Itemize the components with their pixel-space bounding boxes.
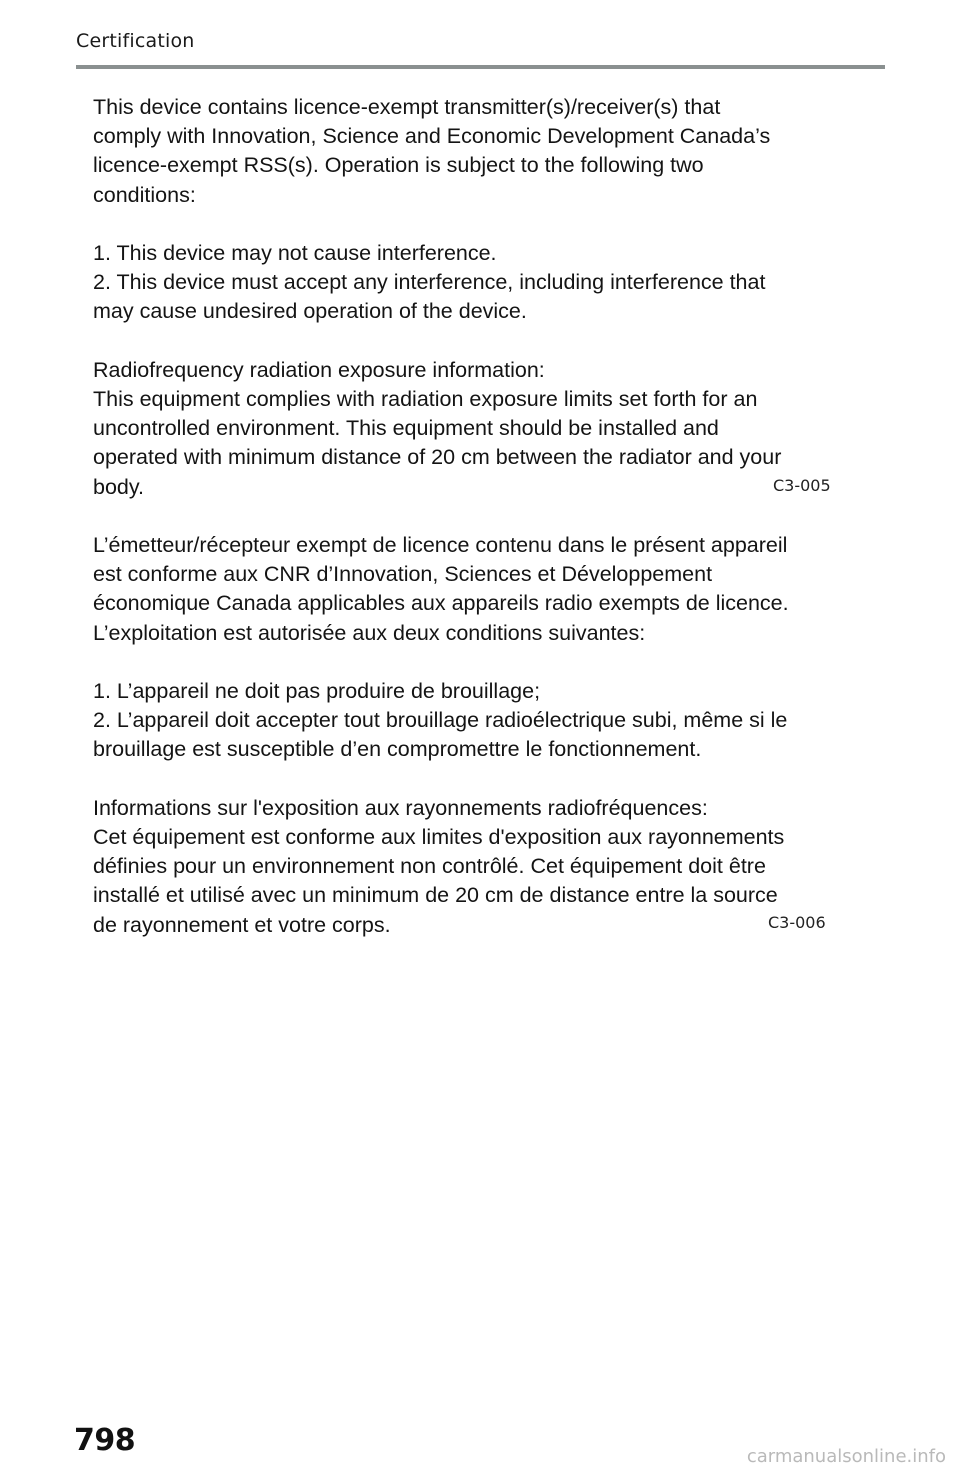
- paragraph-gap: [93, 648, 853, 677]
- text-line: est conforme aux CNR d’Innovation, Sciences et Développement: [93, 562, 713, 587]
- section-title: Certification: [76, 30, 195, 52]
- text-line: Radiofrequency radiation exposure information:: [93, 357, 545, 382]
- certification-code-english: C3-005: [773, 476, 831, 495]
- french-statement: [93, 531, 853, 940]
- text-line: Informations sur l'exposition aux rayonnements radiofréquences:: [93, 795, 708, 820]
- page-number: 798: [74, 1423, 136, 1458]
- text-line: installé et utilisé avec un minimum de 20 cm de distance entre la source: [93, 883, 778, 908]
- text-line: Cet équipement est conforme aux limites d'exposition aux rayonnements: [93, 825, 785, 849]
- certification-body: [93, 93, 853, 940]
- text-line: définies pour un environnement non contrôlé. Cet équipement doit être: [93, 854, 766, 879]
- text-line: économique Canada applicables aux appareils radio exempts de licence.: [93, 591, 789, 616]
- site-watermark: carmanualsonline.info: [746, 1446, 946, 1467]
- text-line: This equipment complies with radiation exposure limits set forth for an: [93, 387, 758, 411]
- header-divider: [76, 65, 885, 69]
- text-line: 2. This device must accept any interference, including interference that: [93, 270, 766, 295]
- text-line: operated with minimum distance of 20 cm between the radiator and your: [93, 445, 782, 470]
- paragraph-gap: [93, 327, 853, 356]
- text-line: 2. L’appareil doit accepter tout brouillage radioélectrique subi, même si le: [93, 708, 788, 733]
- text-line: body.: [93, 474, 144, 499]
- text-line: uncontrolled environment. This equipment should be installed and: [93, 416, 719, 441]
- paragraph-gap: [93, 502, 853, 531]
- text-line: conditions:: [93, 182, 196, 207]
- text-line: comply with Innovation, Science and Economic Development Canada’s: [93, 124, 771, 149]
- text-line: L’émetteur/récepteur exempt de licence contenu dans le présent appareil: [93, 533, 788, 557]
- text-line: 1. This device may not cause interference.: [93, 241, 497, 265]
- text-line: brouillage est susceptible d’en compromettre le fonctionnement.: [93, 737, 702, 762]
- text-line: de rayonnement et votre corps.: [93, 912, 391, 937]
- text-line: L’exploitation est autorisée aux deux conditions suivantes:: [93, 620, 646, 645]
- text-line: 1. L’appareil ne doit pas produire de brouillage;: [93, 679, 541, 703]
- paragraph-gap: [93, 765, 853, 794]
- english-statement: [93, 93, 853, 502]
- text-line: This device contains licence-exempt transmitter(s)/receiver(s) that: [93, 95, 721, 119]
- certification-code-french: C3-006: [768, 913, 826, 932]
- text-line: may cause undesired operation of the device.: [93, 299, 527, 324]
- text-line: licence-exempt RSS(s). Operation is subject to the following two: [93, 153, 704, 178]
- paragraph-gap: [93, 210, 853, 239]
